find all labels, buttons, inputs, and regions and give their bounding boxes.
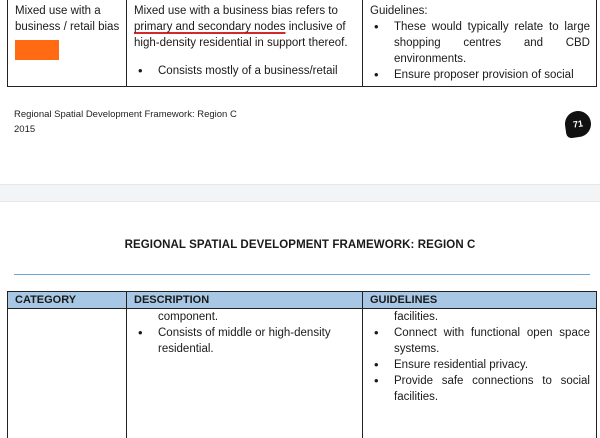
category-label: Mixed use with a business / retail bias [15,5,120,33]
list-item: • Consists of middle or high-density residential. [134,325,356,357]
list-item: • Provide safe connections to social facilities. [370,373,590,405]
guidelines-continued: facilities. [394,311,439,323]
category-cell [8,309,127,438]
table-row [8,0,597,87]
footer-year: 2015 [14,124,36,135]
column-header-guidelines: GUIDELINES [363,292,597,309]
list-item: • Ensure proposer provision of social [370,67,590,83]
guidelines-list [370,325,590,405]
table-header-row [8,292,597,309]
list-item: • Consists mostly of a business/retail [134,63,356,79]
description-list [134,325,356,357]
description-list [134,63,356,79]
page-title: REGIONAL SPATIAL DEVELOPMENT FRAMEWORK: REGION C [124,239,476,251]
previous-page-tail [0,0,600,170]
current-page [0,202,600,438]
guidelines-heading: Guidelines: [370,5,428,17]
table-row [8,309,597,438]
land-use-table [7,291,597,438]
description-text-part2: inclusive of high-density residential in support thereof. [134,21,348,49]
land-use-table-continued [7,0,597,87]
page-footer [14,107,237,137]
list-item: • Connect with functional open space systems. [370,325,590,357]
title-divider [14,274,590,275]
guidelines-cell [363,309,597,438]
list-item: • Ensure residential privacy. [370,357,590,373]
column-header-description: DESCRIPTION [127,292,363,309]
description-text-part1: Mixed use with a business bias refers to [134,5,338,17]
page-separator [0,184,600,202]
footer-document-title: Regional Spatial Development Framework: Region C [14,109,237,120]
category-cell [8,0,127,87]
description-cell [127,0,363,87]
guidelines-list [370,19,590,83]
annotated-underline-text: primary and secondary nodes [134,21,286,33]
page-number-badge: 71 [563,109,592,138]
column-header-category: CATEGORY [8,292,127,309]
category-color-swatch [15,40,59,60]
guidelines-cell [363,0,597,87]
description-text [134,3,356,51]
list-item: • These would typically relate to large shopping centres and CBD environments. [370,19,590,67]
description-continued: component. [158,311,219,323]
description-cell [127,309,363,438]
